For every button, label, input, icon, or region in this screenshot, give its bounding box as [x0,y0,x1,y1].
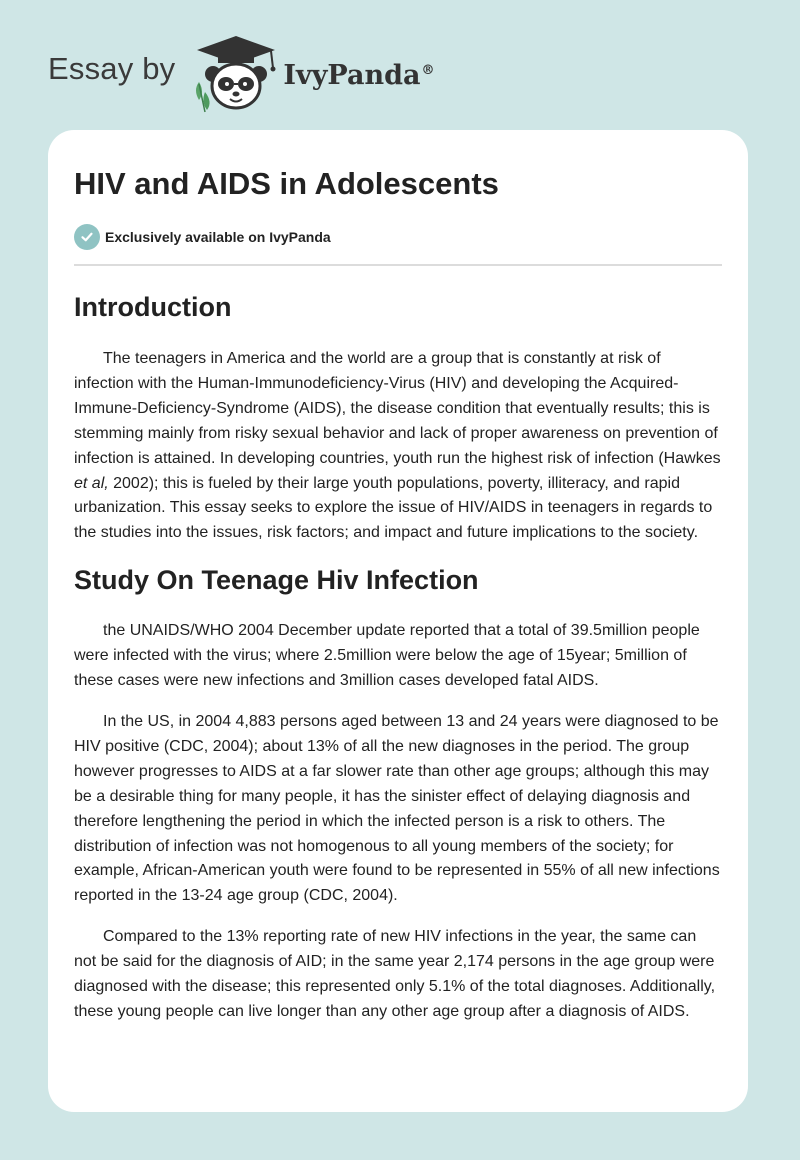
section-study [74,564,722,1025]
brand-name-text: IvyPanda [283,59,421,91]
section-heading: Study On Teenage Hiv Infection [74,565,479,596]
exclusive-badge [74,224,722,250]
section-introduction [74,291,722,546]
essay-card [48,130,748,1112]
divider [74,264,722,266]
paragraph: Compared to the 13% reporting rate of new HIV infections in the year, the same can not be said for the diagnosis of AID; in the same year 2,174 persons in the age group were diagnosed with the disease; this represented only 5.1% of the total diagnoses. Additionally, these young people can live longer than any other age group after a diagnosis of AIDS. [74,928,716,1020]
section-heading: Introduction [74,292,232,322]
brand-name[interactable] [283,60,434,91]
paragraph: In the US, in 2004 4,883 persons aged between 13 and 24 years were diagnosed to be HIV positive (CDC, 2004); about 13% of all the new diagnoses in the period. The group however progresses to AIDS at a far slower rate than other age groups; although this may be a desirable thing for many people, it has the sinister effect of delaying diagnosis and therefore lengthening the period in which the infected person is a risk to others. The distribution of infection was not homogenous to all young members of the society; for example, African-American youth were found to be represented in 55% of all new infections reported in the 13-24 age group (CDC, 2004). [74,712,720,905]
registered-mark: ® [421,62,435,78]
brand-prefix: Essay by [48,51,176,86]
paragraph-text: 2002); this is fueled by their large youth populations, poverty, illiteracy, and rapid urbanization. This essay seeks to explore the issue of HIV/AIDS in teenagers in regards to the studies into the issues, risk factors; and impact and future implications to the society. [74,474,713,542]
ivypanda-logo-icon[interactable] [191,34,281,114]
exclusive-badge-label: Exclusively available on IvyPanda [105,229,331,245]
page-title: HIV and AIDS in Adolescents [74,166,499,201]
checkmark-icon [74,224,100,250]
citation-italic: et al, [74,474,109,492]
paragraph [74,347,722,546]
paragraph: the UNAIDS/WHO 2004 December update reported that a total of 39.5million people were infected with the virus; where 2.5million were below the age of 15year; 5million of these cases were new infections and 3million cases developed fatal AIDS. [74,622,700,690]
site-header [48,34,434,114]
paragraph-text: The teenagers in America and the world are a group that is constantly at risk of infection with the Human-Immunodeficiency-Virus (HIV) and developing the Acquired-Immune-Deficiency-Syndrome (AIDS), the disease condition that eventually results; this is stemming mainly from risky sexual behavior and lack of proper awareness on prevention of infection is attained. In developing countries, youth run the highest risk of infection (Hawkes [74,350,721,467]
